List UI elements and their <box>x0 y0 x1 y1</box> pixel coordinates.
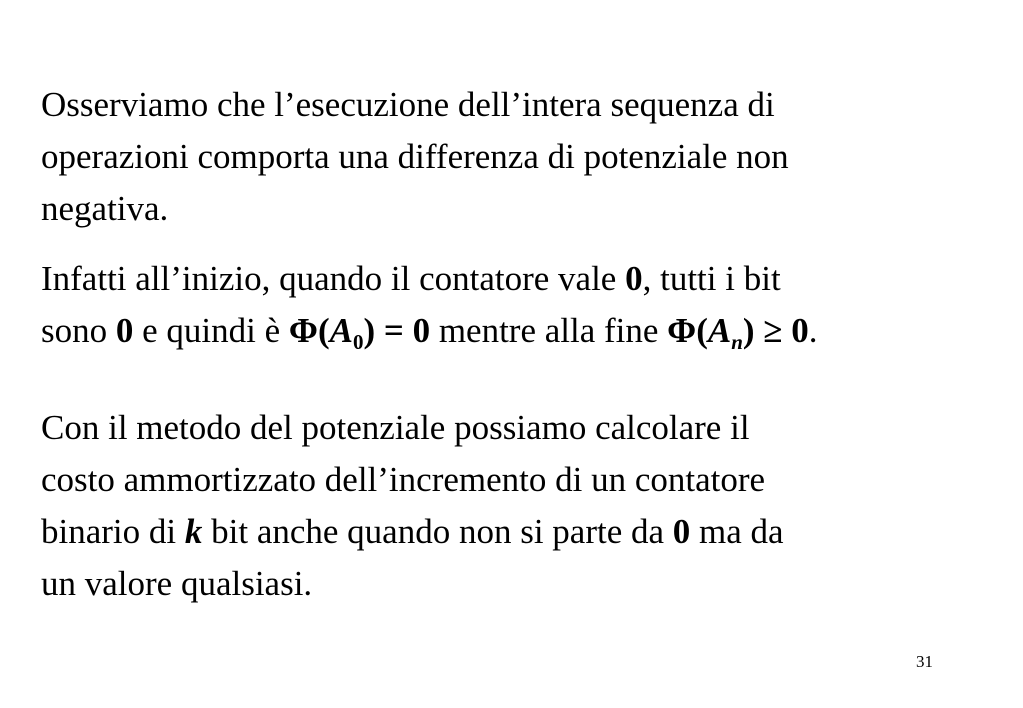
phi-symbol: Φ <box>288 311 318 350</box>
p3-zero: 0 <box>672 512 691 551</box>
page-number: 31 <box>916 652 933 671</box>
phi-symbol: Φ <box>667 311 697 350</box>
paragraph-counter-start-end <box>41 253 818 357</box>
p2-line-1-text: Infatti all’inizio, quando il contatore vale <box>41 259 626 298</box>
subscript-0: 0 <box>352 329 364 354</box>
p2-zero-value: 0 <box>625 259 643 298</box>
variable-k: k <box>184 512 203 551</box>
open-paren: ( <box>317 311 330 350</box>
p1-line-1: Osserviamo che l’esecuzione dell’intera sequenza di <box>41 85 775 124</box>
p3-line-3-c: ma da <box>690 512 784 551</box>
p3-line-3-a: binario di <box>41 512 185 551</box>
close-equals: ) = <box>363 311 413 350</box>
p2-period: . <box>808 311 818 350</box>
paragraph-potential-difference <box>41 79 789 235</box>
p2-e-quindi: e quindi è <box>133 311 289 350</box>
zero-result: 0 <box>791 311 809 350</box>
subscript-n: n <box>731 329 743 354</box>
p2-mentre: mentre alla fine <box>430 311 668 350</box>
formula-phi-a0 <box>288 311 431 354</box>
p3-line-1: Con il metodo del potenziale possiamo calcolare il <box>41 408 750 447</box>
zero-result: 0 <box>412 311 431 350</box>
p3-line-2: costo ammortizzato dell’incremento di un contatore <box>41 460 766 499</box>
open-paren: ( <box>696 311 708 350</box>
formula-phi-an <box>667 311 809 354</box>
p3-line-4: un valore qualsiasi. <box>41 564 313 603</box>
close-geq: ) ≥ <box>742 311 792 350</box>
p2-line-1-tail: , tutti i bit <box>642 259 781 298</box>
paragraph-potential-method <box>41 402 784 610</box>
variable-a: A <box>707 311 732 350</box>
variable-a: A <box>329 311 353 350</box>
p2-zero-bits: 0 <box>115 311 134 350</box>
p1-line-3: negativa. <box>41 189 169 228</box>
p2-sono: sono <box>41 311 116 350</box>
p1-line-2: operazioni comporta una differenza di potenziale non <box>41 137 789 176</box>
p3-line-3-b: bit anche quando non si parte da <box>202 512 673 551</box>
